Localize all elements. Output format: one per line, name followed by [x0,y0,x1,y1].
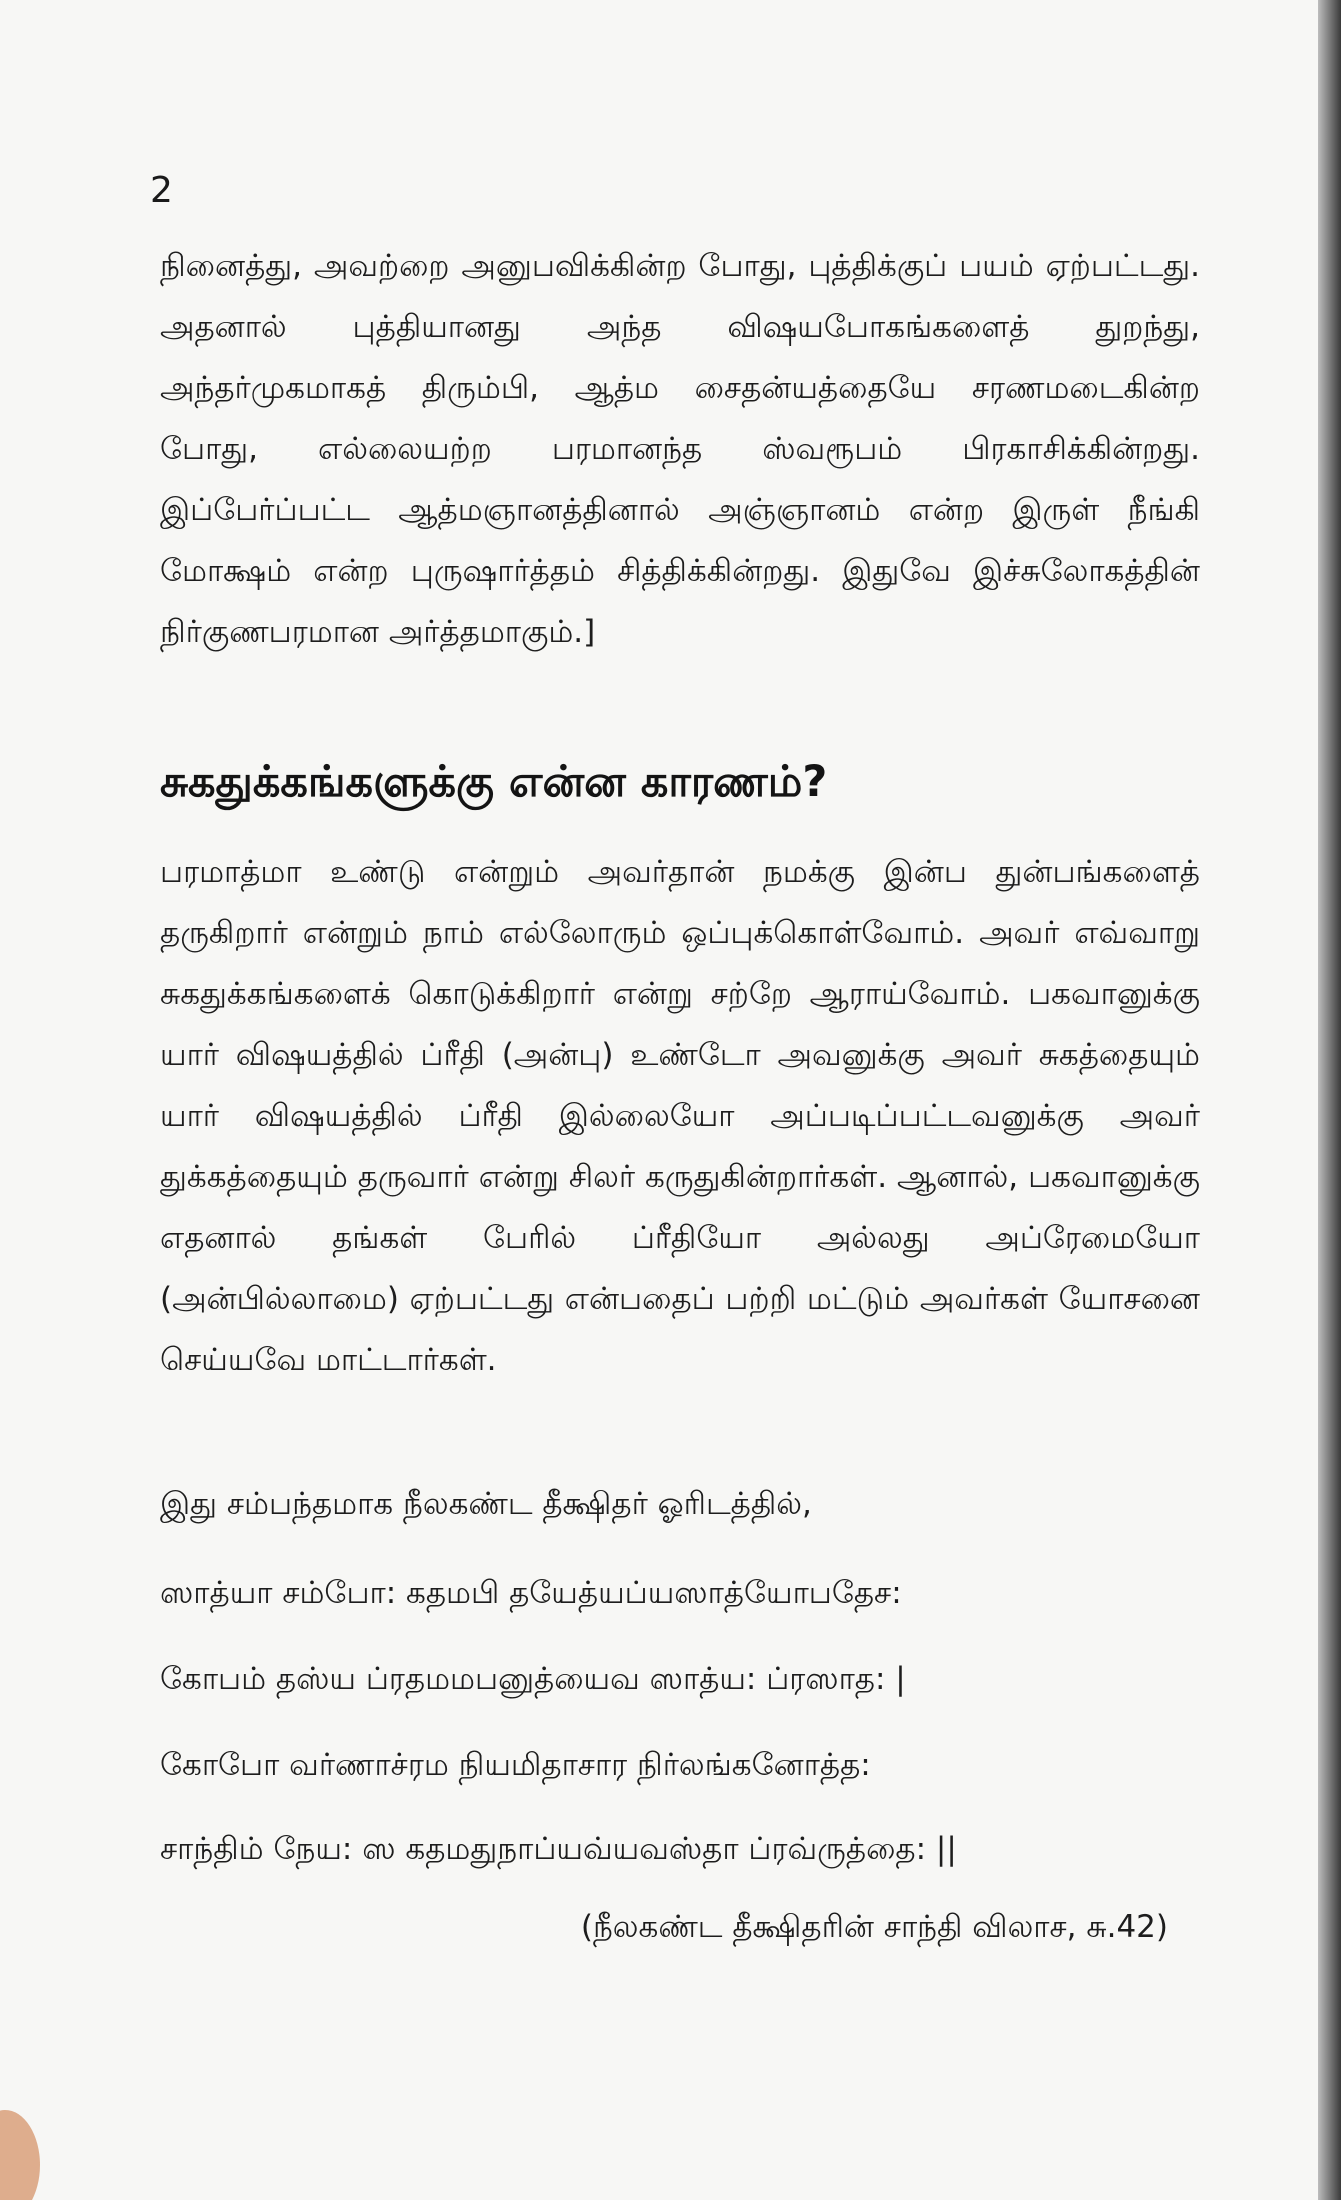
verse-line-2: கோபம் தஸ்ய ப்ரதமமபனுத்யைவ ஸாத்ய: ப்ரஸாத: | [160,1661,906,1697]
paragraph-3: இது சம்பந்தமாக நீலகண்ட தீக்ஷிதர் ஓரிடத்தில், [160,1486,812,1522]
book-edge [1318,0,1341,2200]
section-heading: சுகதுக்கங்களுக்கு என்ன காரணம்? [160,757,828,807]
page-number: 2 [150,170,173,211]
verse-line-4: சாந்திம் நேய: ஸ கதமதுநாப்யவ்யவஸ்தா ப்ரவ்ருத்தை: || [160,1831,957,1867]
verse-line-1: ஸாத்யா சம்போ: கதமபி தயேத்யப்யஸாத்யோபதேச: [160,1575,902,1611]
verse-line-3: கோபோ வர்ணாச்ரம நியமிதாசார நிர்லங்கனோத்த: [160,1747,871,1783]
thumb-shadow [0,2110,40,2200]
paragraph-2: பரமாத்மா உண்டு என்றும் அவர்தான் நமக்கு இன்ப துன்பங்களைத் தருகிறார் என்றும் நாம் எல்லோரும் ஒப்புக்கொள்வோம். அவர் எவ்வாறு சுகதுக்கங்களைக் கொடுக்கிறார் என்று சற்றே ஆராய்வோம். பகவானுக்கு யார் விஷயத்தில் ப்ரீதி (அன்பு) உண்டோ அவனுக்கு அவர் சுகத்தையும் யார் விஷயத்தில் ப்ரீதி இல்லையோ அப்படிப்பட்டவனுக்கு அவர் துக்கத்தையும் தருவார் என்று சிலர் கருதுகின்றார்கள். ஆனால், பகவானுக்கு எதனால் தங்கள் பேரில் ப்ரீதியோ அல்லது அப்ரேமையோ (அன்பில்லாமை) ஏற்பட்டது என்பதைப் பற்றி மட்டும் அவர்கள் யோசனை செய்யவே மாட்டார்கள். [160,854,1200,1378]
citation: (நீலகண்ட தீக்ஷிதரின் சாந்தி விலாச, சு.42) [580,1909,1168,1945]
paragraph-1: நினைத்து, அவற்றை அனுபவிக்கின்ற போது, புத்திக்குப் பயம் ஏற்பட்டது. அதனால் புத்தியானது அந்த விஷயபோகங்களைத் துறந்து, அந்தர்முகமாகத் திரும்பி, ஆத்ம சைதன்யத்தையே சரணமடைகின்ற போது, எல்லையற்ற பரமானந்த ஸ்வரூபம் பிரகாசிக்கின்றது. இப்பேர்ப்பட்ட ஆத்மஞானத்தினால் அஞ்ஞானம் என்ற இருள் நீங்கி மோக்ஷம் என்ற புருஷார்த்தம் சித்திக்கின்றது. இதுவே இச்சுலோகத்தின் நிர்குணபரமான அர்த்தமாகும்.] [160,248,1200,650]
